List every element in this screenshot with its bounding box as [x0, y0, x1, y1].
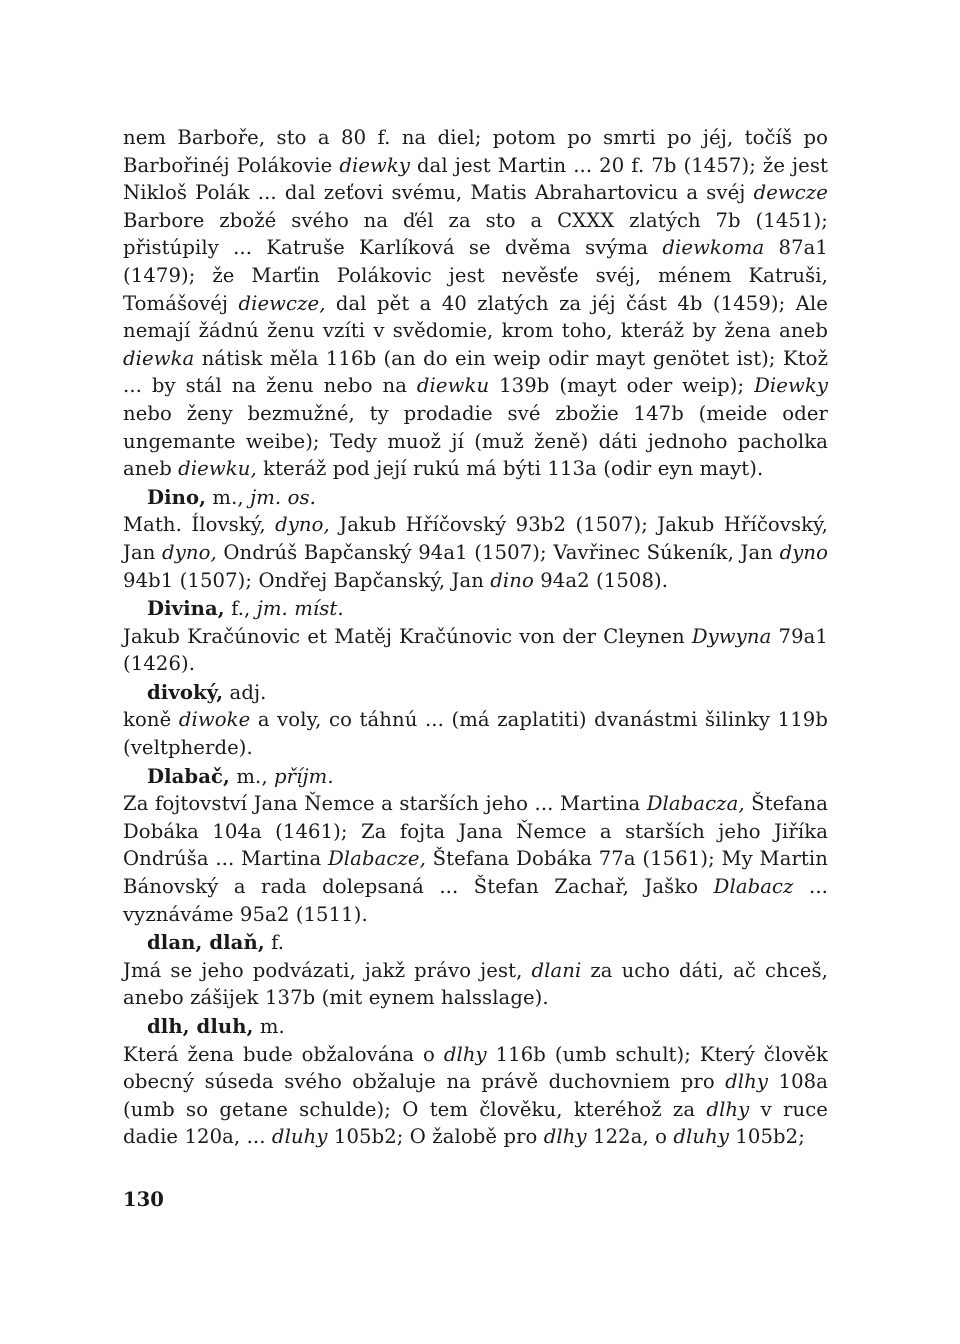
entry-body-paragraph	[123, 957, 828, 1012]
text-run: 94a2 (1508).	[533, 568, 669, 592]
headword: dlan, dlaň,	[147, 931, 265, 955]
dictionary-text-column	[123, 124, 828, 1151]
headword: dlh, dluh,	[147, 1015, 254, 1038]
text-run: Ondrúš Bapčanský 94a1 (1507); Vavřinec Súkeník, Jan	[216, 540, 780, 564]
text-run: Za fojtovství Jana Ňemce a starších jeho ... Martina	[123, 792, 647, 816]
text-run: Štefana Dobáka 104a (1461); Za fojta Jana Ňemce a starších jeho Jiříka Ondrúša ... Martina	[123, 792, 829, 871]
italic-term: jm. míst.	[256, 597, 344, 621]
text-run: m.	[253, 1015, 285, 1038]
headword: Dlabač,	[147, 764, 230, 788]
entry-body-paragraph	[123, 124, 828, 483]
text-run: nebo ženy bezmužné, ty prodadie své zbožie 147b (meide oder ungemante weibe); Tedy muož jí (muž ženě) dáti jednoho pacholka aneb	[123, 401, 828, 481]
headword: Dino,	[147, 485, 207, 509]
text-run: a voly, co táhnú ... (má zaplatiti) dvanástmi šilinky 119b (veltpherde).	[123, 708, 828, 760]
italic-term: diwoke	[178, 708, 251, 732]
italic-term: dlani	[531, 958, 582, 982]
italic-term: diewku	[416, 374, 490, 398]
text-run: dal pět a 40 zlatých za jéj část 4b (1459); Ale nemají žádnú ženu vzíti v svědomie, krom toho, kteráž by žena aneb	[123, 291, 828, 343]
text-run: Jmá se jeho podvázati, jakž právo jest,	[123, 958, 532, 982]
text-run: kteráž pod její rukú má býti 113a (odir eyn mayt).	[256, 457, 764, 481]
text-run: ... vyznáváme 95a2 (1511).	[123, 875, 828, 926]
text-run: 94b1 (1507); Ondřej Bapčanský, Jan	[123, 568, 491, 592]
text-run: 105b2;	[729, 1125, 805, 1149]
italic-term: Dlabacze,	[328, 847, 426, 871]
entry-headword-line	[123, 595, 828, 623]
text-run: 87a1 (1479); že Marťin Polákovic jest nevěsťe svéj, ménem Katruši, Tomášovéj	[123, 236, 828, 315]
entry-headword-line	[123, 679, 828, 707]
entry-headword-line	[123, 929, 828, 957]
italic-term: dyno,	[162, 540, 217, 564]
italic-term: diewka	[123, 346, 195, 370]
text-run: 116b (umb schult); Který člověk obecný súseda svého obžaluje na právě duchovniem pro	[123, 1042, 828, 1094]
entry-body-paragraph	[123, 511, 828, 594]
italic-term: Dywyna	[691, 624, 772, 648]
italic-term: dlhy	[725, 1070, 769, 1094]
headword: divoký,	[147, 680, 224, 704]
italic-term: dluhy	[673, 1125, 730, 1149]
italic-term: diewku,	[178, 457, 257, 481]
entry-body-paragraph	[123, 790, 828, 928]
text-run: 105b2; O žalobě pro	[327, 1125, 544, 1149]
italic-term: dyno	[779, 540, 828, 564]
text-run: Která žena bude obžalována o	[123, 1042, 444, 1066]
text-run: 122a, o	[586, 1125, 674, 1149]
text-run: nátisk měla 116b (an do ein weip odir mayt genötet ist); Ktož ... by stál na ženu nebo na	[123, 346, 828, 398]
text-run: 79a1 (1426).	[123, 624, 828, 676]
text-run: nem Barboře, sto a 80 f. na diel; potom po smrti po jéj, točíš po Barbořinéj Polákovie	[123, 126, 828, 177]
text-run: Math. Ílovský,	[123, 513, 276, 537]
entry-headword-line	[123, 484, 828, 512]
text-run: v ruce dadie 120a, ...	[123, 1097, 829, 1149]
text-run: Jakub Kračúnovic et Matěj Kračúnovic von der Cleynen	[123, 624, 692, 648]
entry-body-paragraph	[123, 623, 828, 678]
italic-term: dlhy	[543, 1125, 587, 1149]
italic-term: diewkoma	[662, 236, 765, 260]
italic-term: dluhy	[271, 1125, 328, 1149]
text-run: Barbore zbožé svého na ďél za sto a CXXX zlatých 7b (1451); přistúpily ... Katruše Karlíková se dvěma svýma	[123, 208, 828, 260]
text-run: za ucho dáti, ač chceš, anebo zášijek 137b (mit eynem halsslage).	[123, 958, 828, 1010]
italic-term: jm. os.	[250, 485, 316, 509]
text-run: Jakub Hříčovský 93b2 (1507); Jakub Hříčovský, Jan	[123, 513, 828, 564]
text-run: adj.	[223, 680, 267, 704]
text-run: m.,	[206, 485, 251, 509]
entry-body-paragraph	[123, 706, 828, 761]
italic-term: dino	[490, 568, 534, 592]
text-run: koně	[123, 708, 179, 732]
italic-term: Dlabacza,	[646, 792, 745, 816]
italic-term: příjm.	[273, 764, 334, 788]
italic-term: diewky	[339, 153, 411, 177]
text-run: 108a (umb so getane schulde); O tem člověku, kteréhož za	[123, 1070, 828, 1121]
italic-term: dewcze	[753, 181, 828, 205]
text-run: m.,	[229, 764, 274, 788]
italic-term: Diewky	[754, 374, 828, 398]
text-run: f.,	[224, 597, 257, 621]
text-run: f.	[264, 931, 285, 955]
italic-term: diewcze,	[238, 291, 326, 315]
headword: Divina,	[147, 597, 225, 621]
text-run: Štefana Dobáka 77a (1561); My Martin Bánovský a rada dolepsaná ... Štefan Zachař, Jaško	[123, 847, 828, 899]
italic-term: Dlabacz	[713, 875, 794, 899]
italic-term: dlhy	[706, 1097, 750, 1121]
italic-term: dlhy	[443, 1042, 487, 1066]
page-number: 130	[123, 1188, 164, 1211]
text-run: 139b (mayt oder weip);	[489, 374, 755, 398]
entry-body-paragraph	[123, 1041, 828, 1151]
text-run: dal jest Martin ... 20 f. 7b (1457); že jest Nikloš Polák ... dal zeťovi svému, Matis Abrahartovicu a svéj	[123, 153, 828, 205]
entry-headword-line	[123, 1013, 828, 1041]
entry-headword-line	[123, 763, 828, 791]
italic-term: dyno,	[275, 513, 330, 537]
